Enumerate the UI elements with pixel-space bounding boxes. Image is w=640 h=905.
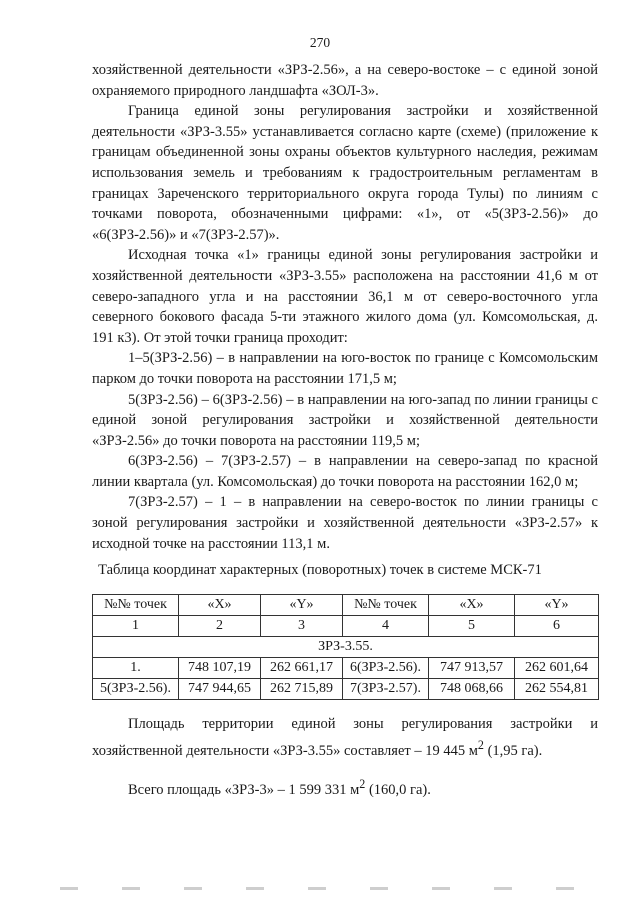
zone-cell: ЗРЗ-3.55.	[93, 637, 599, 658]
index-cell: 5	[429, 616, 515, 637]
scan-footer-noise	[60, 887, 600, 890]
total-text-suffix: (160,0 га).	[365, 781, 431, 798]
paragraph-segment-6-7: 6(ЗРЗ-2.56) – 7(ЗРЗ-2.57) – в направлении на северо-запад по красной линии квартала (ул. Комсомольская) до точки поворота на расстоянии 162,0 м;	[92, 453, 598, 490]
paragraph-segment-7-1: 7(ЗРЗ-2.57) – 1 – в направлении на северо-восток по линии границы с зоной регулирования застройки и хозяйственной деятельности «ЗРЗ-2.57» к исходной точке на расстоянии 113,1 м.	[92, 494, 598, 552]
index-cell: 1	[93, 616, 179, 637]
y-cell: 262 601,64	[515, 658, 599, 679]
table-index-row	[93, 616, 599, 637]
point-cell: 6(ЗРЗ-2.56).	[343, 658, 429, 679]
header-cell: «Y»	[515, 595, 599, 616]
area-paragraph	[92, 714, 598, 761]
point-cell: 5(ЗРЗ-2.56).	[93, 679, 179, 700]
header-cell: №№ точек	[93, 595, 179, 616]
total-unit-superscript: 2	[359, 777, 366, 791]
point-cell: 1.	[93, 658, 179, 679]
table-row	[93, 658, 599, 679]
header-cell: «Y»	[261, 595, 343, 616]
y-cell: 262 661,17	[261, 658, 343, 679]
page-number: 270	[309, 35, 331, 50]
area-unit-superscript: 2	[477, 737, 484, 752]
y-cell: 262 715,89	[261, 679, 343, 700]
paragraph-segment-1-5: 1–5(ЗРЗ-2.56) – в направлении на юго-восток по границе с Комсомольским парком до точки поворота на расстоянии 171,5 м;	[92, 350, 598, 387]
x-cell: 747 913,57	[429, 658, 515, 679]
paragraph-continuation: хозяйственной деятельности «ЗРЗ-2.56», а на северо-востоке – с единой зоной охраняемого природного ландшафта «ЗОЛ-3».	[92, 62, 598, 99]
paragraph-boundary-description: Граница единой зоны регулирования застройки и хозяйственной деятельности «ЗРЗ-3.55» устанавливается согласно карте (схеме) (приложение к границам объединенной зоны охраны объектов культурного наследия, режимам использования земель и требованиям к градостроительным регламентам в границах Зареченского территориального округа города Тулы) по линиям с точками поворота, обозначенными цифрами: «1», от «5(ЗРЗ-2.56)» до «6(ЗРЗ-2.56)» и «7(ЗРЗ-2.57)».	[92, 103, 598, 243]
area-text-prefix: Площадь территории единой зоны регулирования застройки и хозяйственной деятельности «ЗРЗ-3.55» составляет – 19 445 м	[92, 716, 598, 759]
total-area-paragraph	[92, 774, 598, 800]
paragraph-start-point: Исходная точка «1» границы единой зоны регулирования застройки и хозяйственной деятельности «ЗРЗ-3.55» расположена на расстоянии 41,6 м от северо-западного угла и на расстоянии 36,1 м от северо-восточного угла северного бокового фасада 5-ти этажного жилого дома (ул. Комсомольская, д. 191 к3). От этой точки граница проходит:	[92, 247, 598, 346]
area-text	[92, 714, 598, 761]
coordinates-table	[92, 594, 599, 700]
header-cell: «X»	[429, 595, 515, 616]
table-header-row	[93, 595, 599, 616]
area-text-suffix: (1,95 га).	[483, 742, 543, 759]
x-cell: 748 107,19	[179, 658, 261, 679]
body-text	[92, 60, 598, 554]
header-cell: «X»	[179, 595, 261, 616]
index-cell: 6	[515, 616, 599, 637]
table-caption: Таблица координат характерных (поворотных) точек в системе МСК-71	[98, 562, 542, 578]
table-zone-row	[93, 637, 599, 658]
index-cell: 2	[179, 616, 261, 637]
x-cell: 747 944,65	[179, 679, 261, 700]
x-cell: 748 068,66	[429, 679, 515, 700]
index-cell: 3	[261, 616, 343, 637]
index-cell: 4	[343, 616, 429, 637]
paragraph-segment-5-6: 5(ЗРЗ-2.56) – 6(ЗРЗ-2.56) – в направлении на юго-запад по линии границы с единой зоной регулирования застройки и хозяйственной деятельности «ЗРЗ-2.56» до точки поворота на расстоянии 119,5 м;	[92, 391, 598, 449]
total-text-prefix: Всего площадь «ЗРЗ-3» – 1 599 331 м	[128, 781, 360, 798]
table-row	[93, 679, 599, 700]
y-cell: 262 554,81	[515, 679, 599, 700]
point-cell: 7(ЗРЗ-2.57).	[343, 679, 429, 700]
header-cell: №№ точек	[343, 595, 429, 616]
total-area-text	[92, 774, 598, 800]
